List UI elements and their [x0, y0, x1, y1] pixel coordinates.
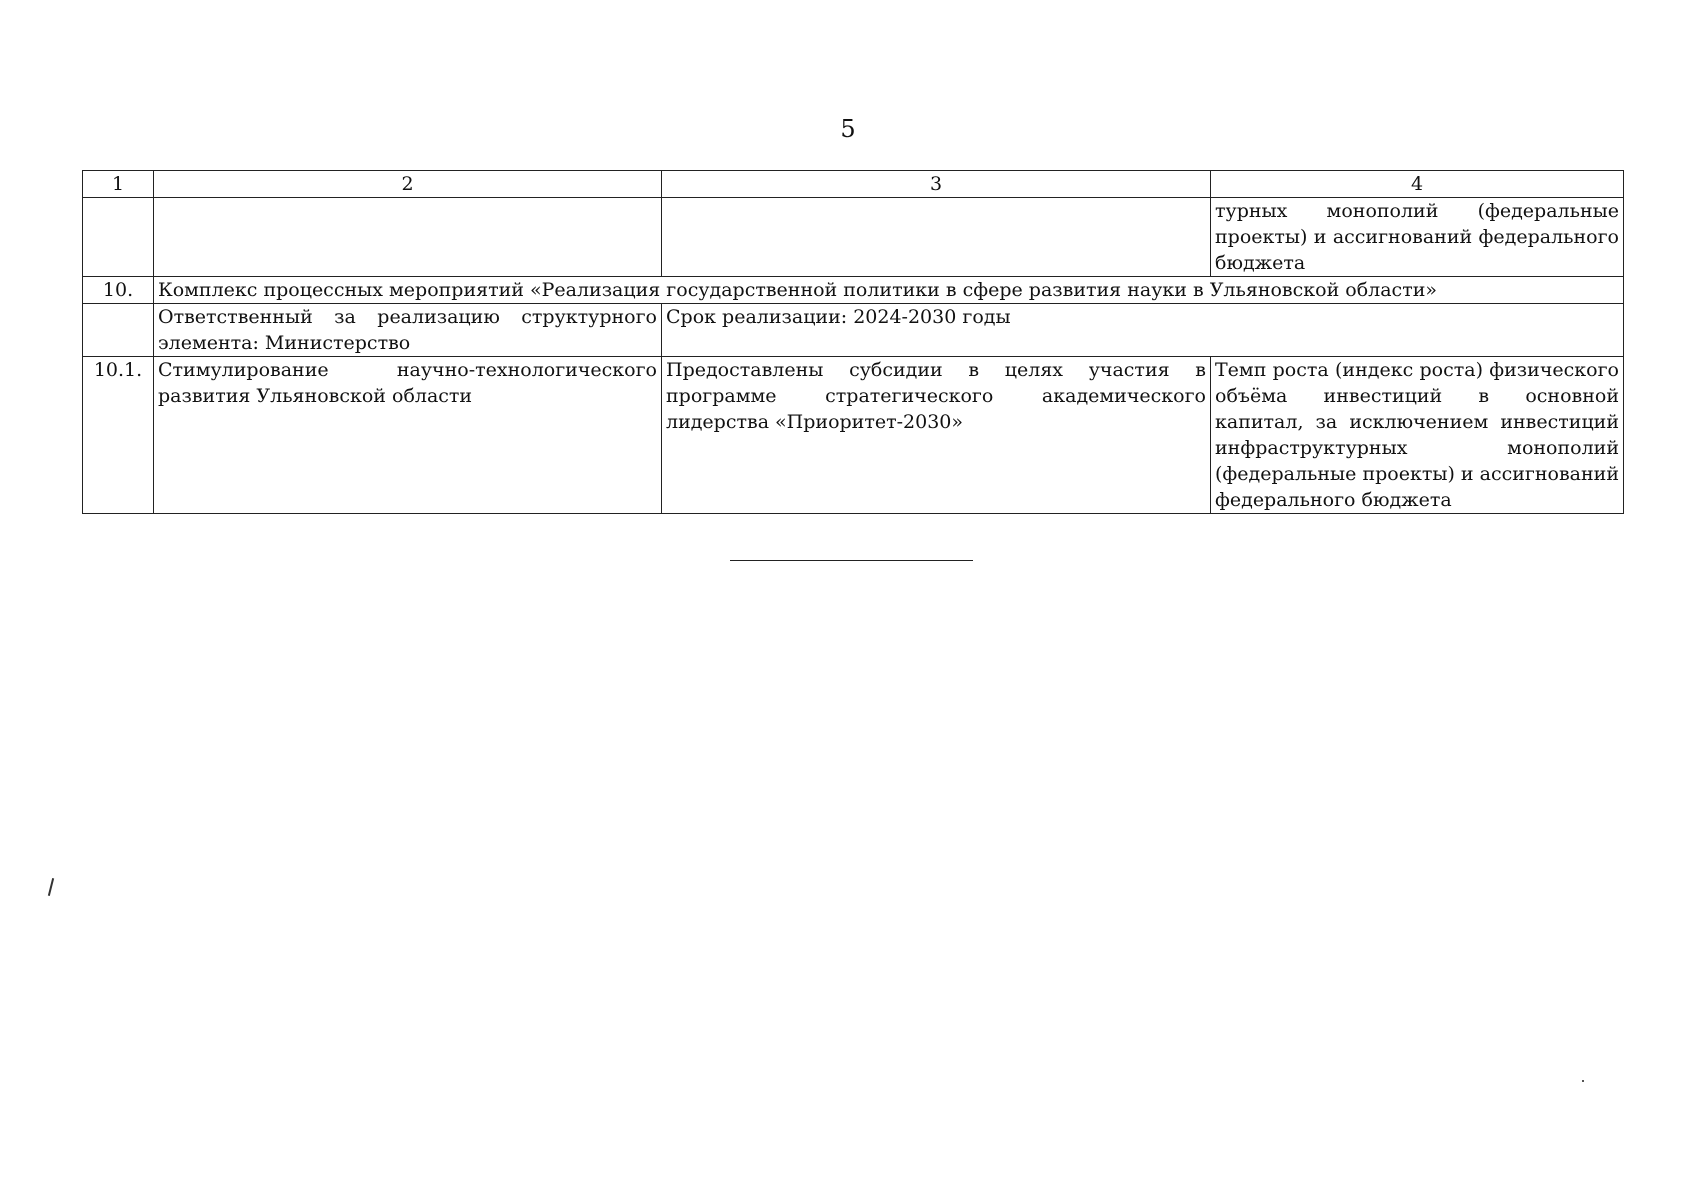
section-row: [83, 277, 1624, 304]
item-number: 10.1.: [83, 357, 154, 514]
scan-dot: [1582, 1080, 1584, 1082]
column-number-1: 1: [83, 171, 154, 198]
end-of-document-rule: [730, 560, 973, 561]
term-cell: Срок реализации: 2024-2030 годы: [662, 304, 1624, 357]
continuation-num-cell: [83, 198, 154, 277]
column-number-row: [83, 171, 1624, 198]
section-title: Комплекс процессных мероприятий «Реализация государственной политики в сфере развития науки в Ульяновской области»: [154, 277, 1624, 304]
responsible-cell: Ответственный за реализацию структурного элемента: Министерство: [154, 304, 662, 357]
continuation-row: [83, 198, 1624, 277]
responsibility-row: [83, 304, 1624, 357]
scan-mark: [48, 878, 54, 896]
item-indicator-cell: Темп роста (индекс роста) физического объёма инвестиций в основной капитал, за исключением инвестиций инфраструктурных монополий (федеральные проекты) и ассигнований федерального бюджета: [1211, 357, 1624, 514]
column-number-4: 4: [1211, 171, 1624, 198]
page-number: 5: [840, 115, 856, 143]
measures-table: [82, 170, 1624, 514]
item-task-cell: Стимулирование научно-технологического развития Ульяновской области: [154, 357, 662, 514]
continuation-col3-cell: [662, 198, 1211, 277]
continuation-col2-cell: [154, 198, 662, 277]
continuation-indicator-cell: турных монополий (федеральные проекты) и ассигнований федерального бюджета: [1211, 198, 1624, 277]
item-result-cell: Предоставлены субсидии в целях участия в программе стратегического академического лидерства «Приоритет-2030»: [662, 357, 1211, 514]
column-number-3: 3: [662, 171, 1211, 198]
responsibility-num-cell: [83, 304, 154, 357]
item-row: [83, 357, 1624, 514]
section-number: 10.: [83, 277, 154, 304]
column-number-2: 2: [154, 171, 662, 198]
